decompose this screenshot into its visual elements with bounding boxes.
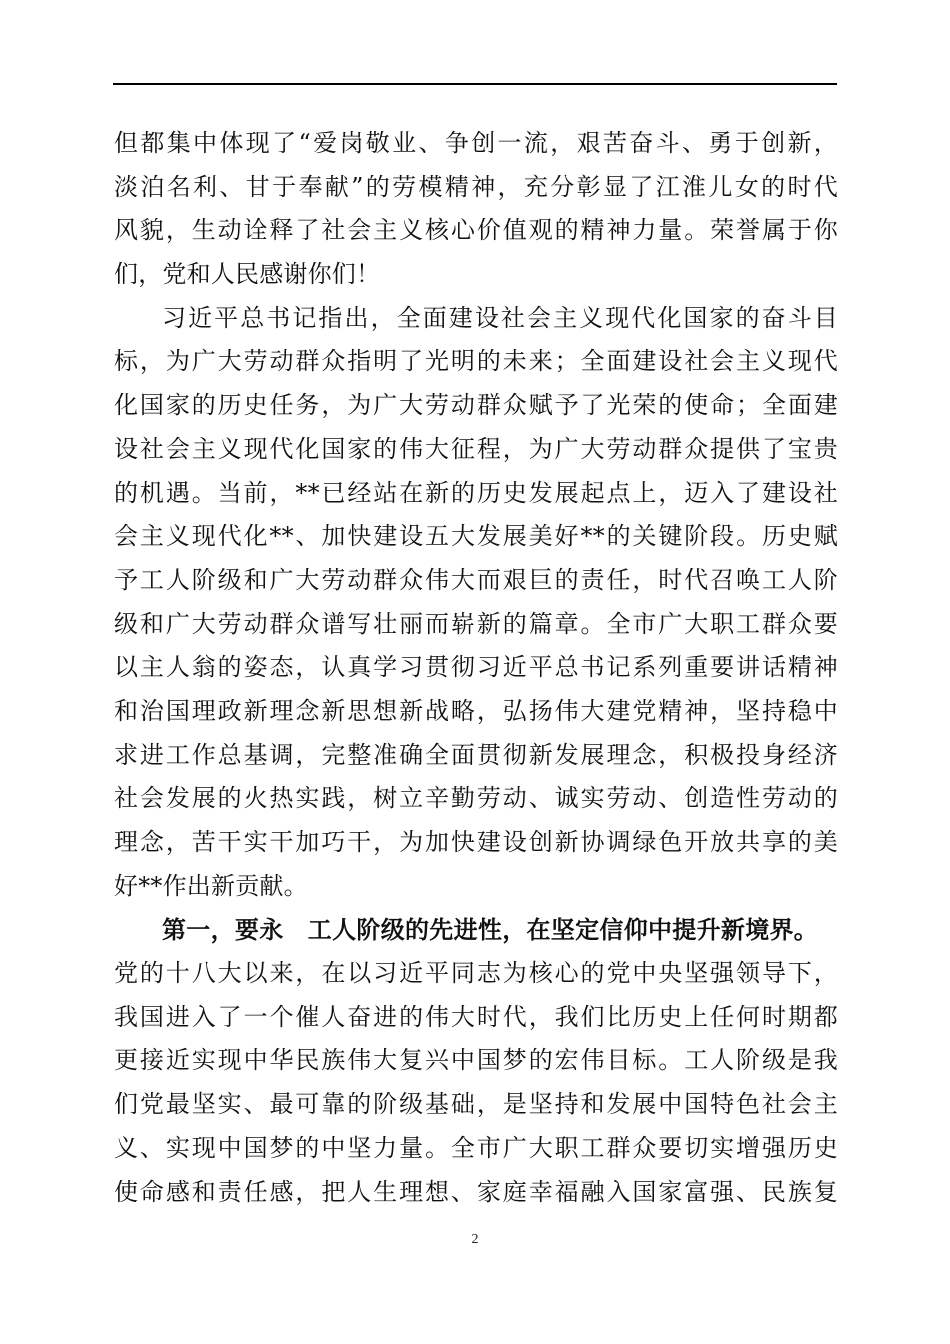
text-line: 理念，苦干实干加巧干，为加快建设创新协调绿色开放共享的美 — [114, 828, 838, 856]
text-line: 党的十八大以来，在以习近平同志为核心的党中央坚强领导下， — [114, 959, 838, 988]
text-line: 社会发展的火热实践，树立辛勤劳动、诚实劳动、创造性劳动的 — [114, 784, 838, 813]
text-line: 级和广大劳动群众谱写壮丽而崭新的篇章。全市广大职工群众要 — [114, 609, 838, 638]
paragraph-2 — [114, 297, 838, 909]
text-line: 们，党和人民感谢你们！ — [114, 260, 381, 289]
paragraph-3 — [114, 952, 838, 1214]
text-line: 更接近实现中华民族伟大复兴中国梦的宏伟目标。工人阶级是我 — [114, 1046, 838, 1075]
text-line: 习近平总书记指出，全面建设社会主义现代化国家的奋斗目 — [162, 303, 838, 332]
text-line: 予工人阶级和广大劳动群众伟大而艰巨的责任，时代召唤工人阶 — [114, 565, 838, 594]
text-line: 的机遇。当前，**已经站在新的历史发展起点上，迈入了建设社 — [114, 478, 838, 507]
text-line: 使命感和责任感，把人生理想、家庭幸福融入国家富强、民族复 — [114, 1177, 838, 1206]
header-rule — [113, 83, 837, 85]
text-line: 好**作出新贡献。 — [114, 871, 308, 900]
text-line: 我国进入了一个催人奋进的伟大时代，我们比历史上任何时期都 — [114, 1002, 838, 1031]
page-number: 2 — [471, 1232, 479, 1247]
text-line: 会主义现代化**、加快建设五大发展美好**的关键阶段。历史赋 — [114, 522, 838, 551]
section-heading: 第一，要永 工人阶级的先进性，在坚定信仰中提升新境界。 — [162, 915, 819, 945]
text-line: 风貌，生动诠释了社会主义核心价值观的精神力量。荣誉属于你 — [114, 216, 838, 245]
text-line: 淡泊名利、甘于奉献”的劳模精神，充分彰显了江淮儿女的时代 — [114, 172, 838, 201]
text-line: 设社会主义现代化国家的伟大征程，为广大劳动群众提供了宝贵 — [114, 434, 838, 463]
paragraph-1 — [114, 122, 838, 297]
text-line: 求进工作总基调，完整准确全面贯彻新发展理念，积极投身经济 — [114, 740, 838, 769]
text-line: 义、实现中国梦的中坚力量。全市广大职工群众要切实增强历史 — [114, 1133, 838, 1162]
document-body — [114, 122, 838, 1214]
text-line: 们党最坚实、最可靠的阶级基础，是坚持和发展中国特色社会主 — [114, 1090, 838, 1119]
text-line: 化国家的历史任务，为广大劳动群众赋予了光荣的使命；全面建 — [114, 391, 838, 420]
text-line: 以主人翁的姿态，认真学习贯彻习近平总书记系列重要讲话精神 — [114, 653, 838, 682]
text-line: 但都集中体现了“爱岗敬业、争创一流，艰苦奋斗、勇于创新， — [114, 129, 838, 157]
text-line: 标，为广大劳动群众指明了光明的未来；全面建设社会主义现代 — [114, 347, 838, 376]
text-line: 和治国理政新理念新思想新战略，弘扬伟大建党精神，坚持稳中 — [114, 696, 838, 725]
